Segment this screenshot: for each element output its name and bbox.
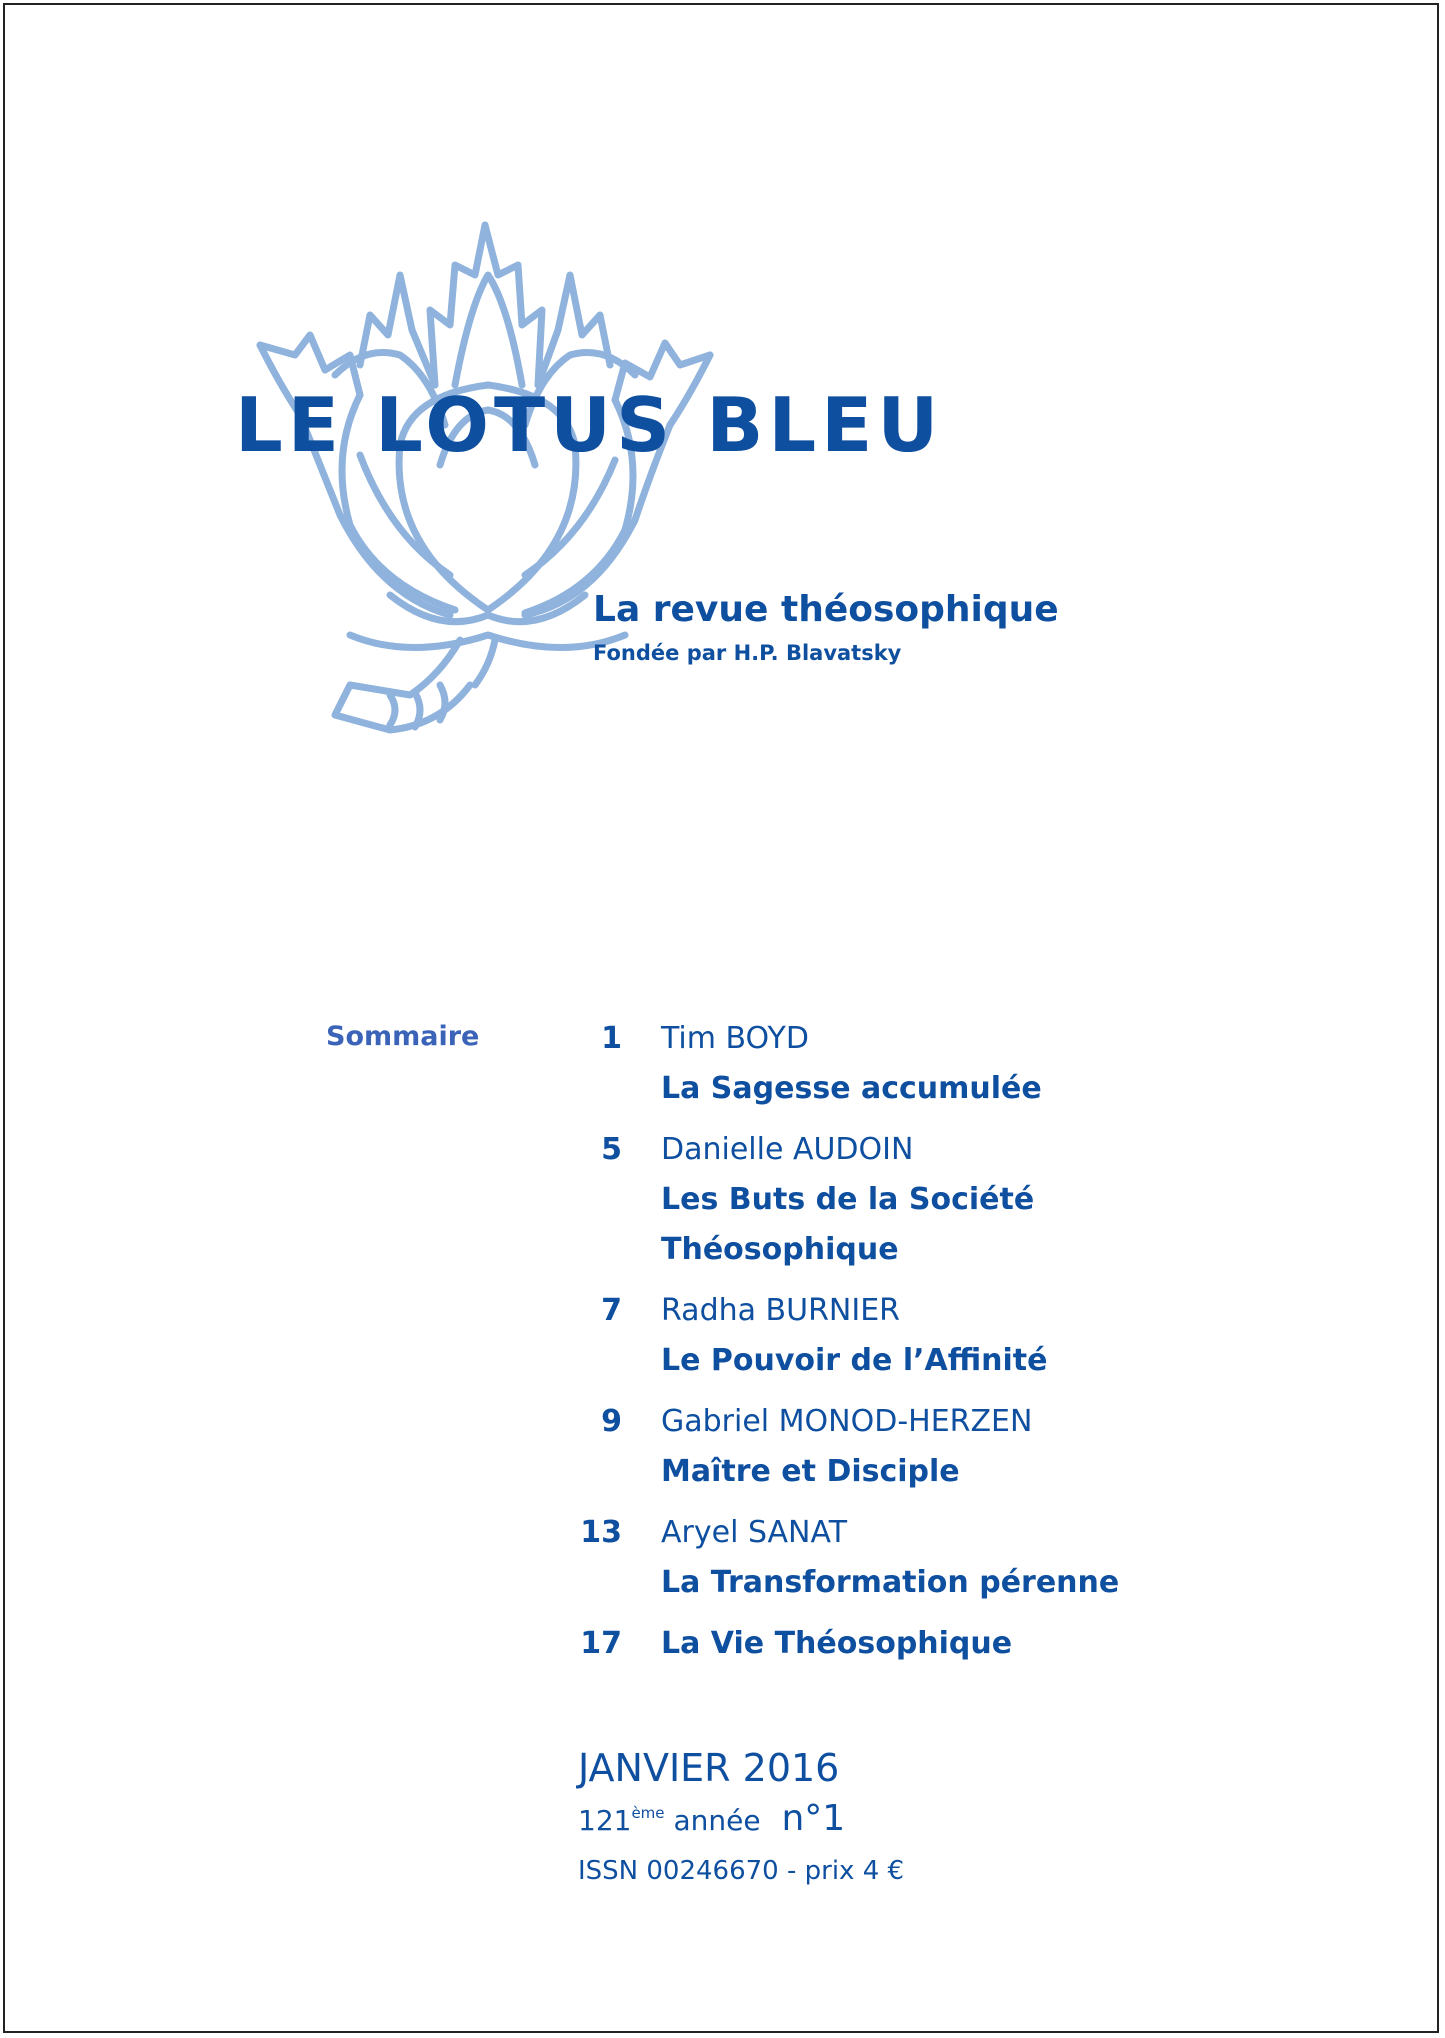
issue-year-word: année [673,1804,761,1837]
toc-item [560,1397,1260,1497]
toc-page-number: 1 [601,1021,622,1056]
issue-year-suffix: ème [631,1804,665,1822]
toc-page-number: 5 [601,1132,622,1167]
toc-article-title: Maître et Disciple [661,1454,960,1489]
lotus-flower-icon [240,215,760,745]
toc-page-number: 17 [580,1626,622,1661]
toc-article-title: Le Pouvoir de l’Affinité [661,1343,1048,1378]
issue-number: n°1 [781,1798,846,1839]
toc-page-number: 7 [601,1293,622,1328]
issue-date: JANVIER 2016 [578,1746,840,1790]
toc-item [560,1125,1260,1275]
toc-item [560,1286,1260,1386]
issn-price: ISSN 00246670 - prix 4 € [578,1856,905,1886]
toc-page-number: 13 [580,1515,622,1550]
toc-author: Danielle AUDOIN [661,1132,914,1167]
table-of-contents [560,1014,1260,1680]
issue-year-count: 121 [578,1804,632,1837]
issue-info [578,1745,904,1889]
toc-item [560,1014,1260,1114]
toc-article-title: La Vie Théosophique [661,1626,1013,1661]
toc-author: Aryel SANAT [661,1515,848,1550]
toc-author: Gabriel MONOD-HERZEN [661,1404,1033,1439]
contents-label: Sommaire [326,1021,480,1052]
toc-page-number: 9 [601,1404,622,1439]
magazine-title: LE LOTUS BLEU [235,381,944,469]
toc-article-title: Les Buts de la Société Théosophique [661,1182,1035,1267]
toc-article-title: La Sagesse accumulée [661,1071,1042,1106]
toc-item [560,1508,1260,1608]
issue-year-line [578,1799,904,1841]
toc-item [560,1619,1260,1669]
toc-author: Tim BOYD [661,1021,809,1056]
founded-by: Fondée par H.P. Blavatsky [593,641,902,665]
magazine-subtitle: La revue théosophique [593,589,1059,630]
toc-article-title: La Transformation pérenne [661,1565,1120,1600]
toc-author: Radha BURNIER [661,1293,901,1328]
